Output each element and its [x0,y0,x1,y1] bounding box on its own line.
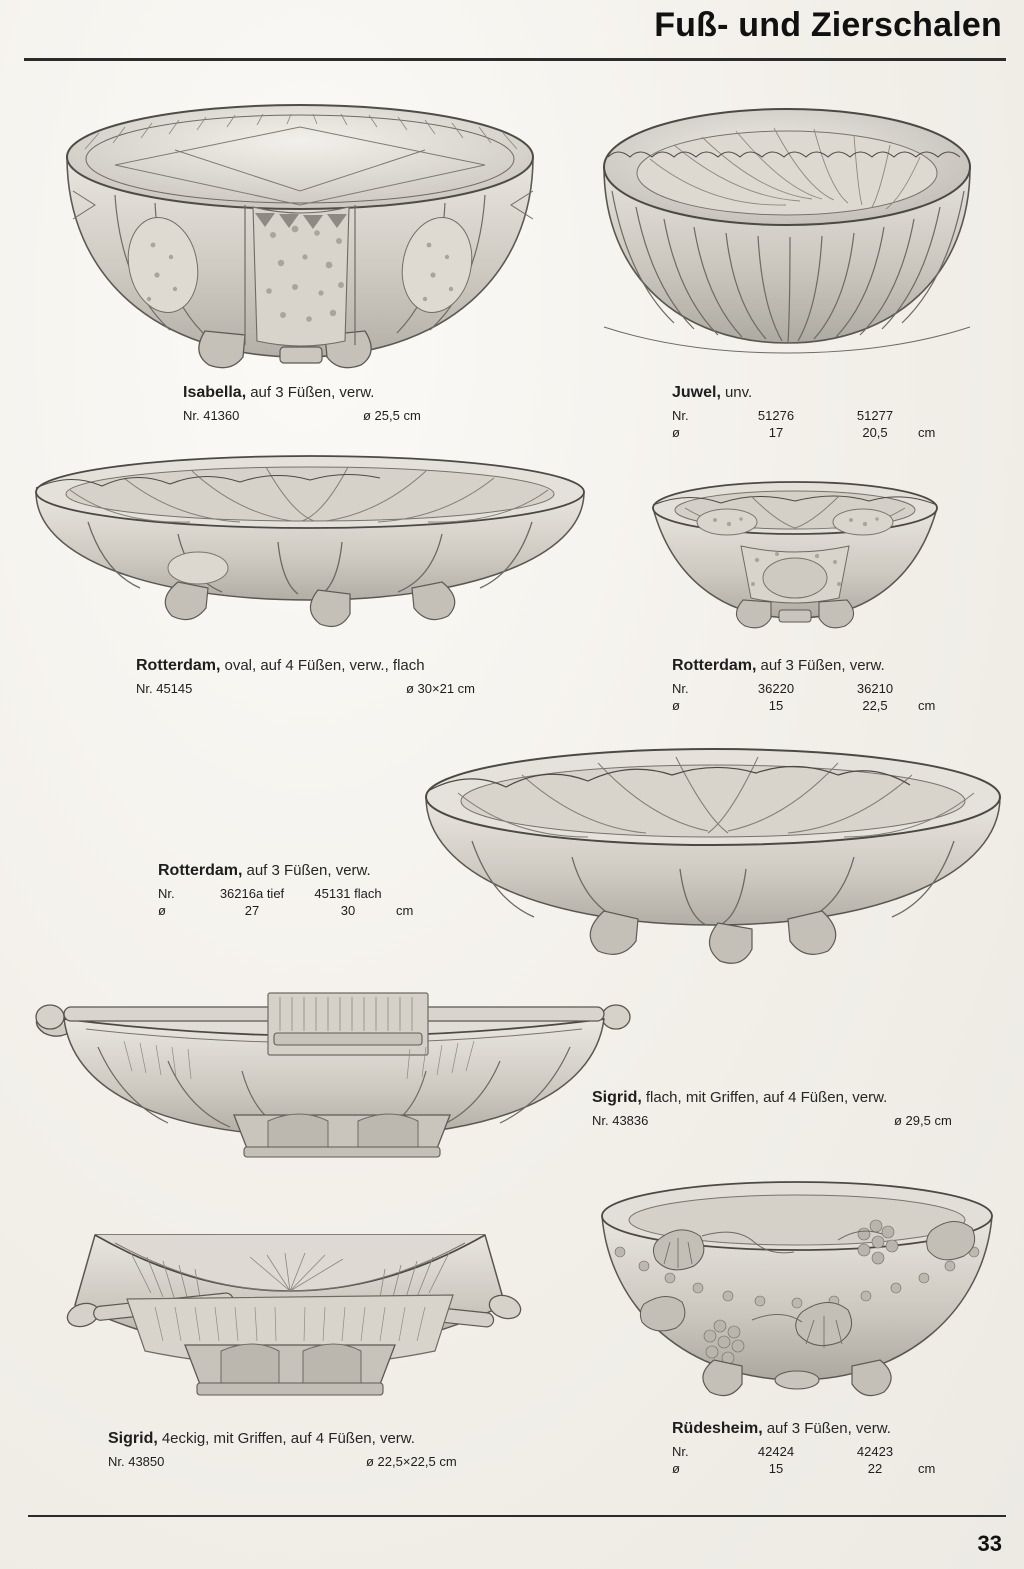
bowl-isabella-illustration [55,95,565,385]
item-name: Rüdesheim, [672,1420,763,1437]
table-row [672,680,894,697]
row-value-2: 30 [340,902,356,918]
row-value-2: 51277 [856,407,894,423]
item-name: Rotterdam, [158,862,243,879]
row-label: Nr. [158,885,175,901]
row-label: ø [158,902,166,918]
row-value-2: 42423 [856,1443,894,1459]
item-desc: auf 3 Füßen, verw. [766,1420,891,1437]
item-desc: auf 3 Füßen, verw. [246,862,371,879]
item-dim: ø 29,5 cm [894,1112,952,1128]
header-divider [24,58,1006,61]
bowl-ruedesheim-illustration [592,1180,1002,1410]
bowl-rotterdam-large-illustration [418,735,1008,975]
item-nr: Nr. 43836 [592,1112,649,1128]
table-row [672,407,894,424]
row-value-1: 36220 [757,680,795,696]
table-row [672,1443,894,1460]
row-unit: cm [918,697,936,713]
item-desc: 4eckig, mit Griffen, auf 4 Füßen, verw. [161,1430,415,1447]
bowl-rotterdam-oval-illustration [28,450,598,640]
table-row [672,1460,936,1477]
item-desc: unv. [724,384,753,401]
caption-isabella [183,382,421,424]
row-unit: cm [918,424,936,440]
bowl-juwel-illustration [590,95,990,375]
item-nr: Nr. 41360 [183,407,240,423]
item-desc: oval, auf 4 Füßen, verw., flach [224,657,425,674]
spec-table [672,407,936,441]
footer-divider [28,1515,1006,1517]
item-desc: auf 3 Füßen, verw. [760,657,885,674]
row-label: ø [672,424,680,440]
row-label: Nr. [672,1443,689,1459]
spec-table [158,885,414,919]
item-dim: ø 22,5×22,5 cm [366,1453,457,1469]
item-desc: auf 3 Füßen, verw. [250,384,375,401]
caption-rotterdam-oval [136,655,476,697]
row-label: Nr. [672,680,689,696]
item-dim: ø 30×21 cm [406,680,476,696]
bowl-sigrid-square-illustration [35,1195,545,1415]
table-row [158,885,382,902]
row-value-1: 36216a tief [219,885,285,901]
item-nr: Nr. 43850 [108,1453,165,1469]
page-number: 33 [977,1531,1002,1556]
row-value-1: 42424 [757,1443,795,1459]
row-label: Nr. [672,407,689,423]
bowl-rotterdam-small-illustration [645,478,945,638]
spec-table [672,680,936,714]
item-name: Isabella, [183,384,247,401]
item-name: Sigrid, [108,1430,158,1447]
table-row [158,902,414,919]
table-row [672,424,936,441]
row-value-1: 17 [768,424,784,440]
caption-juwel [672,382,936,441]
row-value-2: 22,5 [862,697,888,713]
row-value-2: 45131 flach [314,885,382,901]
item-name: Juwel, [672,384,721,401]
row-value-2: 20,5 [862,424,888,440]
row-value-1: 27 [244,902,260,918]
row-unit: cm [396,902,414,918]
row-value-2: 22 [867,1460,883,1476]
table-row [672,697,936,714]
caption-sigrid-flat [592,1087,952,1129]
item-name: Sigrid, [592,1089,642,1106]
item-name: Rotterdam, [136,657,221,674]
caption-rotterdam-large [158,860,414,919]
bowl-sigrid-flat-illustration [28,985,638,1185]
row-label: ø [672,1460,680,1476]
row-value-1: 15 [768,1460,784,1476]
row-value-1: 51276 [757,407,795,423]
page-title: Fuß- und Zierschalen [654,6,1002,44]
item-dim: ø 25,5 cm [363,407,421,423]
caption-rotterdam-small [672,655,936,714]
item-desc: flach, mit Griffen, auf 4 Füßen, verw. [645,1089,888,1106]
caption-sigrid-square [108,1428,457,1470]
item-nr: Nr. 45145 [136,680,193,696]
caption-ruedesheim [672,1418,936,1477]
row-value-2: 36210 [856,680,894,696]
item-name: Rotterdam, [672,657,757,674]
row-label: ø [672,697,680,713]
row-value-1: 15 [768,697,784,713]
row-unit: cm [918,1460,936,1476]
spec-table [672,1443,936,1477]
